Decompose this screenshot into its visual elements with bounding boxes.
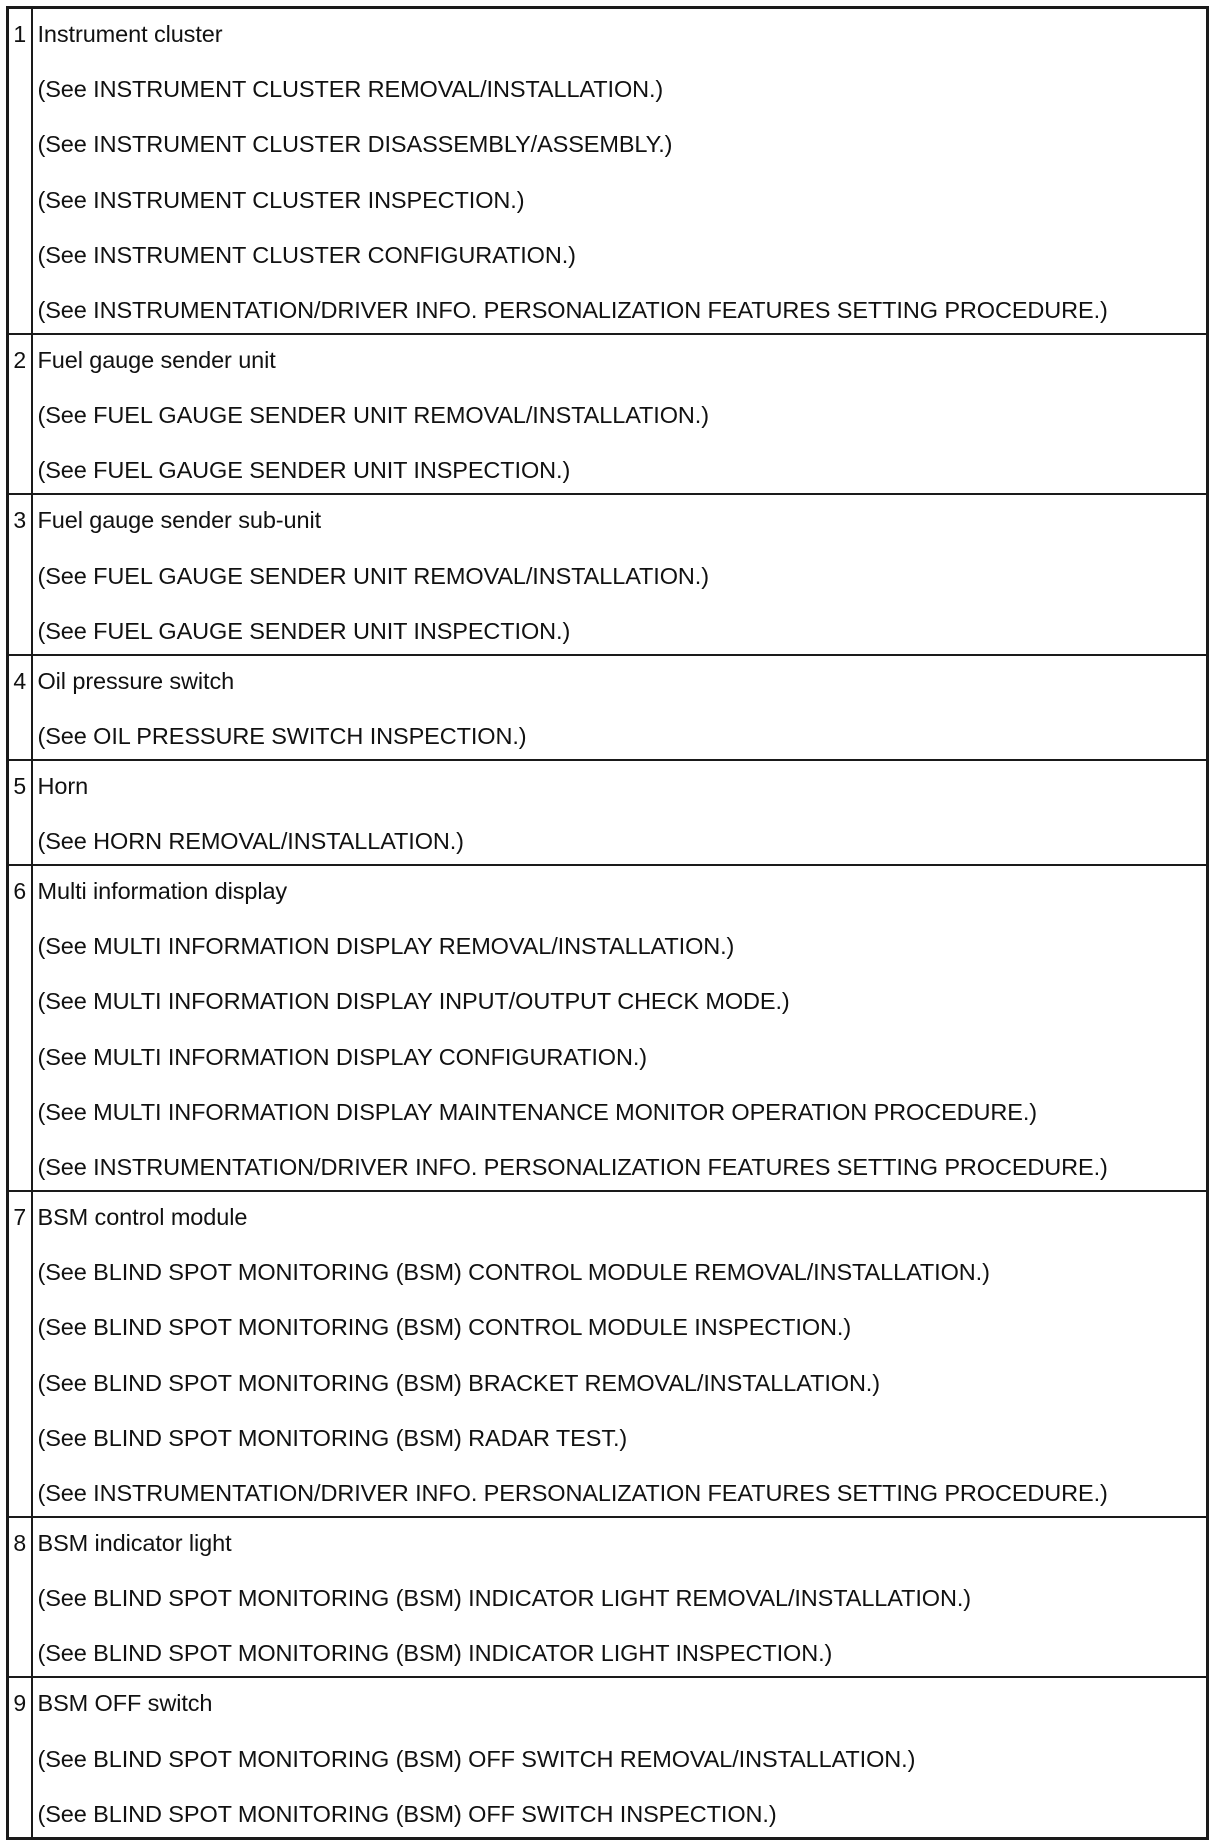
see-reference-link[interactable]: (See MULTI INFORMATION DISPLAY INPUT/OUTPUT CHECK MODE.) xyxy=(37,988,790,1015)
table-row xyxy=(8,494,1208,654)
item-number: 9 xyxy=(8,1677,32,1838)
table-row xyxy=(8,655,1208,760)
see-reference-link[interactable]: (See INSTRUMENT CLUSTER INSPECTION.) xyxy=(37,186,525,213)
see-reference-link[interactable]: (See BLIND SPOT MONITORING (BSM) INDICATOR LIGHT REMOVAL/INSTALLATION.) xyxy=(37,1585,971,1612)
item-title: Fuel gauge sender unit xyxy=(37,346,276,373)
see-reference-link[interactable]: (See FUEL GAUGE SENDER UNIT INSPECTION.) xyxy=(37,617,571,644)
item-title: BSM OFF switch xyxy=(37,1690,213,1717)
see-reference-link[interactable]: (See BLIND SPOT MONITORING (BSM) OFF SWITCH INSPECTION.) xyxy=(37,1800,777,1827)
see-reference-link[interactable]: (See MULTI INFORMATION DISPLAY REMOVAL/INSTALLATION.) xyxy=(37,933,735,960)
item-number: 8 xyxy=(8,1517,32,1677)
table-row xyxy=(8,1517,1208,1677)
see-reference-link[interactable]: (See BLIND SPOT MONITORING (BSM) CONTROL MODULE INSPECTION.) xyxy=(37,1314,852,1341)
see-reference-link[interactable]: (See FUEL GAUGE SENDER UNIT INSPECTION.) xyxy=(37,457,571,484)
item-content xyxy=(32,1191,1208,1517)
see-reference-link[interactable]: (See INSTRUMENTATION/DRIVER INFO. PERSONALIZATION FEATURES SETTING PROCEDURE.) xyxy=(37,1479,1108,1506)
item-number: 3 xyxy=(8,494,32,654)
see-reference-link[interactable]: (See HORN REMOVAL/INSTALLATION.) xyxy=(37,828,464,855)
see-reference-link[interactable]: (See BLIND SPOT MONITORING (BSM) CONTROL MODULE REMOVAL/INSTALLATION.) xyxy=(37,1259,990,1286)
item-content xyxy=(32,865,1208,1191)
item-title: Fuel gauge sender sub-unit xyxy=(37,507,322,534)
see-reference-link[interactable]: (See INSTRUMENT CLUSTER DISASSEMBLY/ASSEMBLY.) xyxy=(37,131,673,158)
see-reference-link[interactable]: (See BLIND SPOT MONITORING (BSM) INDICATOR LIGHT INSPECTION.) xyxy=(37,1640,833,1667)
item-number: 7 xyxy=(8,1191,32,1517)
table-row xyxy=(8,1677,1208,1838)
table-row xyxy=(8,865,1208,1191)
see-reference-link[interactable]: (See BLIND SPOT MONITORING (BSM) RADAR TEST.) xyxy=(37,1424,628,1451)
table-body xyxy=(8,8,1208,1839)
see-reference-link[interactable]: (See INSTRUMENTATION/DRIVER INFO. PERSONALIZATION FEATURES SETTING PROCEDURE.) xyxy=(37,1154,1108,1180)
item-number: 6 xyxy=(8,865,32,1191)
item-content xyxy=(32,760,1208,865)
see-reference-link[interactable]: (See INSTRUMENT CLUSTER CONFIGURATION.) xyxy=(37,241,576,268)
table-row xyxy=(8,334,1208,494)
item-number: 4 xyxy=(8,655,32,760)
see-reference-link[interactable]: (See FUEL GAUGE SENDER UNIT REMOVAL/INSTALLATION.) xyxy=(37,402,709,429)
item-title: Multi information display xyxy=(37,878,288,905)
item-title: BSM indicator light xyxy=(37,1529,232,1556)
see-reference-link[interactable]: (See FUEL GAUGE SENDER UNIT REMOVAL/INSTALLATION.) xyxy=(37,562,709,589)
item-number: 2 xyxy=(8,334,32,494)
item-content xyxy=(32,494,1208,654)
item-content xyxy=(32,655,1208,760)
see-reference-link[interactable]: (See BLIND SPOT MONITORING (BSM) BRACKET REMOVAL/INSTALLATION.) xyxy=(37,1369,880,1396)
item-title: BSM control module xyxy=(37,1204,248,1230)
item-number: 5 xyxy=(8,760,32,865)
see-reference-link[interactable]: (See MULTI INFORMATION DISPLAY CONFIGURATION.) xyxy=(37,1043,647,1070)
item-title: Instrument cluster xyxy=(37,21,223,47)
see-reference-link[interactable]: (See MULTI INFORMATION DISPLAY MAINTENANCE MONITOR OPERATION PROCEDURE.) xyxy=(37,1098,1037,1125)
table-row xyxy=(8,1191,1208,1517)
table-row xyxy=(8,8,1208,334)
item-content xyxy=(32,1517,1208,1677)
see-reference-link[interactable]: (See BLIND SPOT MONITORING (BSM) OFF SWITCH REMOVAL/INSTALLATION.) xyxy=(37,1745,916,1772)
item-title: Oil pressure switch xyxy=(37,667,235,694)
component-reference-table xyxy=(6,6,1209,1840)
table-row xyxy=(8,760,1208,865)
item-content xyxy=(32,8,1208,334)
see-reference-link[interactable]: (See OIL PRESSURE SWITCH INSPECTION.) xyxy=(37,722,527,749)
see-reference-link[interactable]: (See INSTRUMENTATION/DRIVER INFO. PERSONALIZATION FEATURES SETTING PROCEDURE.) xyxy=(37,296,1108,323)
see-reference-link[interactable]: (See INSTRUMENT CLUSTER REMOVAL/INSTALLATION.) xyxy=(37,76,664,103)
item-content xyxy=(32,1677,1208,1838)
item-title: Horn xyxy=(37,772,89,799)
item-content xyxy=(32,334,1208,494)
item-number: 1 xyxy=(8,8,32,334)
